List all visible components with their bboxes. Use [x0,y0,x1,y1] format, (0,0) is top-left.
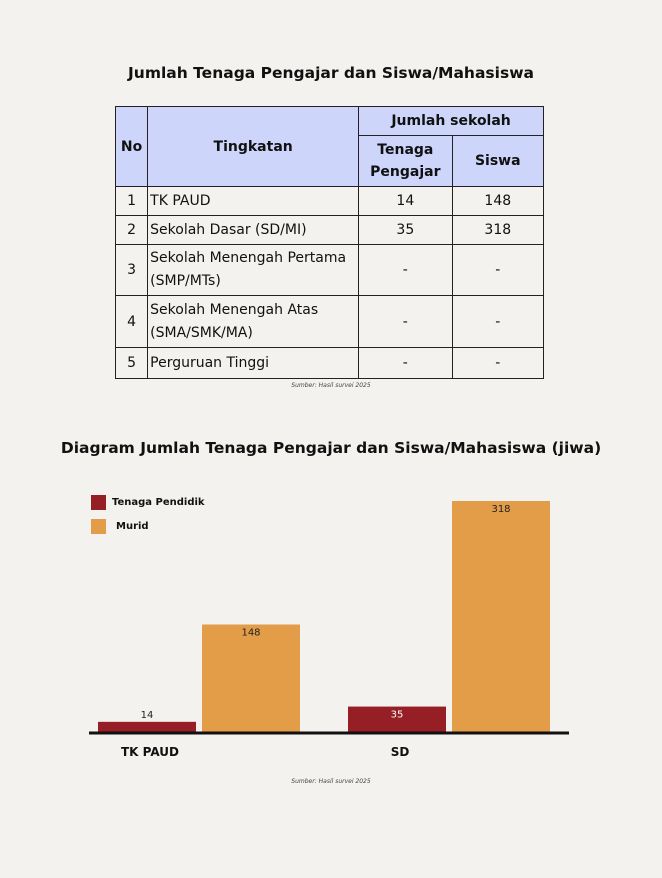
table-source-note: Sumber: Hasil survei 2025 [291,382,371,389]
cell-level: TK PAUD [148,187,359,216]
header-teachers-line2: Pengajar [370,164,441,180]
cell-no: 2 [116,216,148,245]
legend-students-label: Murid [116,521,149,532]
bar-teachers-tk-paud [98,722,196,732]
data-label: 35 [390,709,404,721]
cell-teachers: - [359,296,452,348]
cell-teachers: - [359,245,452,296]
cell-teachers: - [359,348,452,379]
cell-teachers: 35 [359,216,452,245]
cell-students: - [452,296,543,348]
legend-teachers-label: Tenaga Pendidik [112,497,205,508]
cell-no: 5 [116,348,148,379]
data-label: 148 [241,627,261,639]
table-title: Jumlah Tenaga Pengajar dan Siswa/Mahasiswa [128,64,534,82]
cell-no: 4 [116,296,148,348]
cell-level-line1: Sekolah Menengah Atas [150,301,319,318]
header-teachers-line1: Tenaga [377,142,434,158]
header-no: No [116,107,148,187]
cell-level-line2: (SMP/MTs) [150,273,221,289]
cell-students: 148 [452,187,543,216]
header-students: Siswa [452,136,543,187]
cell-level-line1: Sekolah Menengah Pertama [150,250,347,266]
chart-title: Diagram Jumlah Tenaga Pengajar dan Siswa/Mahasiswa (jiwa) [60,439,602,457]
data-label: 14 [140,709,154,721]
cell-level-line2: (SMA/SMK/MA) [150,324,253,341]
header-level: Tingkatan [148,107,359,187]
cell-level: Sekolah Dasar (SD/MI) [148,216,359,245]
x-tick-label: SD [390,745,410,759]
cell-students: - [452,245,543,296]
cell-level: Perguruan Tinggi [148,348,359,379]
cell-teachers: 14 [359,187,452,216]
cell-students: - [452,348,543,379]
bar-students-sd [452,501,550,732]
cell-students: 318 [452,216,543,245]
cell-no: 1 [116,187,148,216]
data-label: 318 [491,504,511,515]
bar-students-tk-paud [202,624,300,732]
header-group: Jumlah sekolah [359,107,544,136]
x-tick-label: TK PAUD [121,745,179,759]
chart-source-note: Sumber: Hasil survei 2025 [291,778,371,785]
cell-no: 3 [116,245,148,296]
